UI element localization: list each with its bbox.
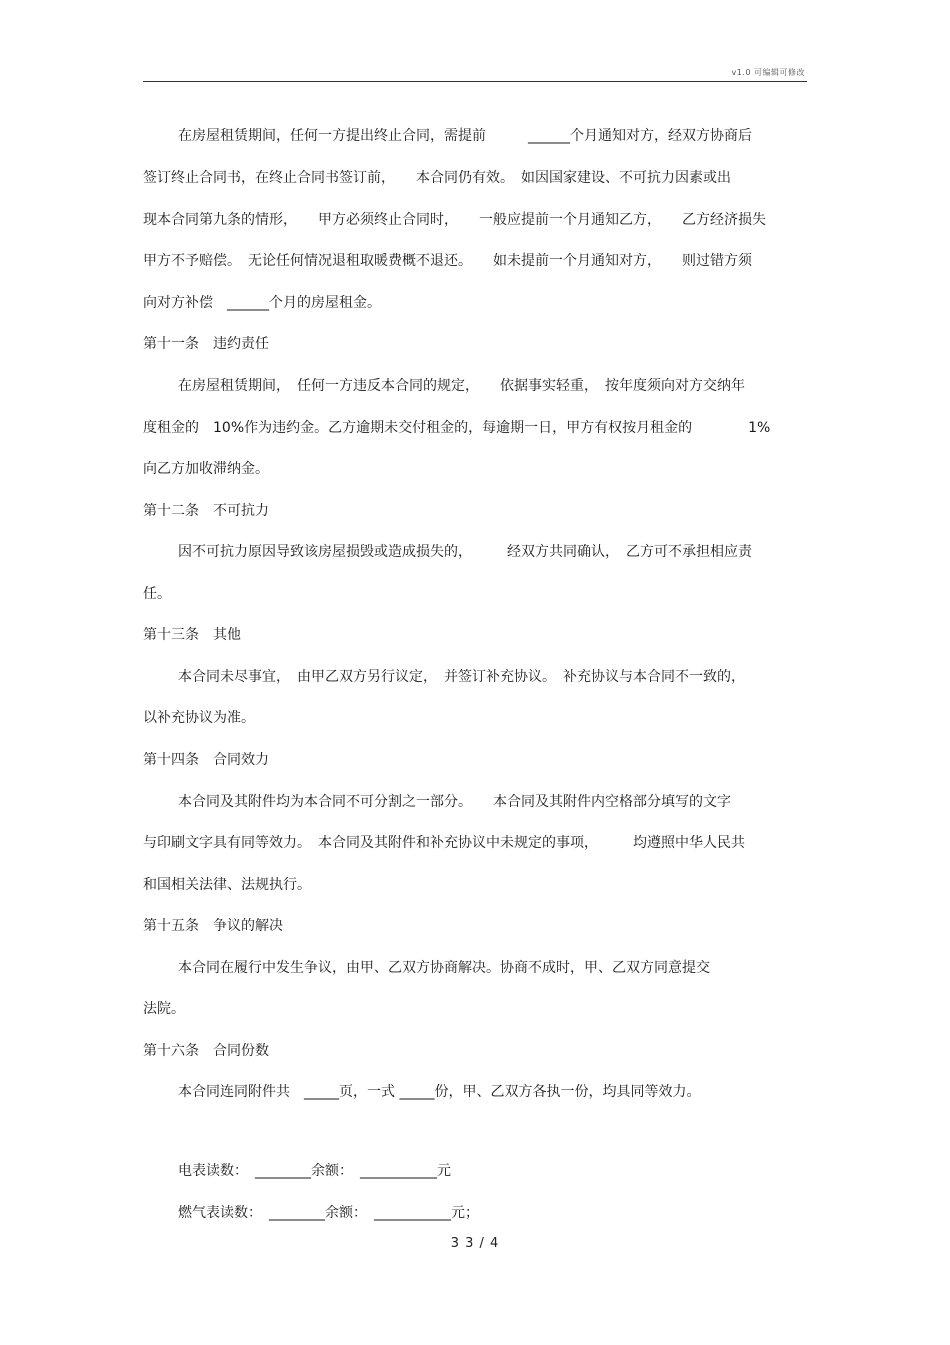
electricity-meter-line: 电表读数： ________余额： ___________元 — [178, 1163, 451, 1179]
paragraph-line: 向对方补偿 ______个月的房屋租金。 — [143, 295, 381, 311]
paragraph-line: 本合同未尽事宜， 由甲乙双方另行议定， 并签订补充协议。 补充协议与本合同不一致的， — [178, 669, 745, 685]
paragraph-line: 在房屋租赁期间， 任何一方违反本合同的规定， 依据事实轻重， 按年度须向对方交纳年 — [178, 378, 745, 394]
section-heading: 第十二条 不可抗力 — [143, 503, 269, 519]
paragraph-line: 和国相关法律、法规执行。 — [143, 877, 311, 893]
paragraph-line: 任。 — [143, 586, 171, 602]
paragraph-line: 签订终止合同书，在终止合同书签订前， 本合同仍有效。 如因国家建设、不可抗力因素或出 — [143, 170, 731, 186]
paragraph-line: 与印刷文字具有同等效力。 本合同及其附件和补充协议中未规定的事项， 均遵照中华人民共 — [143, 835, 745, 851]
paragraph-line: 在房屋租赁期间，任何一方提出终止合同，需提前 ______个月通知对方，经双方协商后 — [178, 128, 752, 144]
section-heading: 第十三条 其他 — [143, 627, 241, 643]
paragraph-line: 法院。 — [143, 1001, 185, 1017]
paragraph-line: 因不可抗力原因导致该房屋损毁或造成损失的， 经双方共同确认， 乙方可不承担相应责 — [178, 544, 752, 560]
paragraph-line: 本合同连同附件共 _____页，一式 _____份，甲、乙双方各执一份，均具同等效力。 — [178, 1084, 701, 1100]
paragraph-line: 现本合同第九条的情形， 甲方必须终止合同时， 一般应提前一个月通知乙方， 乙方经济损失 — [143, 212, 766, 228]
paragraph-line: 本合同及其附件均为本合同不可分割之一部分。 本合同及其附件内空格部分填写的文字 — [178, 794, 731, 810]
paragraph-line: 以补充协议为准。 — [143, 710, 255, 726]
paragraph-line: 本合同在履行中发生争议，由甲、乙双方协商解决。协商不成时，甲、乙双方同意提交 — [178, 960, 710, 976]
gas-meter-line: 燃气表读数： ________余额： ___________元； — [178, 1205, 479, 1221]
section-heading: 第十六条 合同份数 — [143, 1043, 269, 1059]
page-number: 3 3 / 4 — [450, 1236, 500, 1251]
section-heading: 第十四条 合同效力 — [143, 752, 269, 768]
paragraph-line: 度租金的 10%作为违约金。乙方逾期未交付租金的，每逾期一日，甲方有权按月租金的 1% — [143, 420, 771, 436]
header-divider — [143, 81, 807, 82]
paragraph-line: 向乙方加收滞纳金。 — [143, 461, 269, 477]
header-version-note: v1.0 可编辑可修改 — [731, 68, 805, 77]
paragraph-line: 甲方不予赔偿。 无论任何情况退租取暖费概不退还。 如未提前一个月通知对方， 则过错方须 — [143, 253, 752, 269]
section-heading: 第十一条 违约责任 — [143, 336, 269, 352]
section-heading: 第十五条 争议的解决 — [143, 918, 283, 934]
